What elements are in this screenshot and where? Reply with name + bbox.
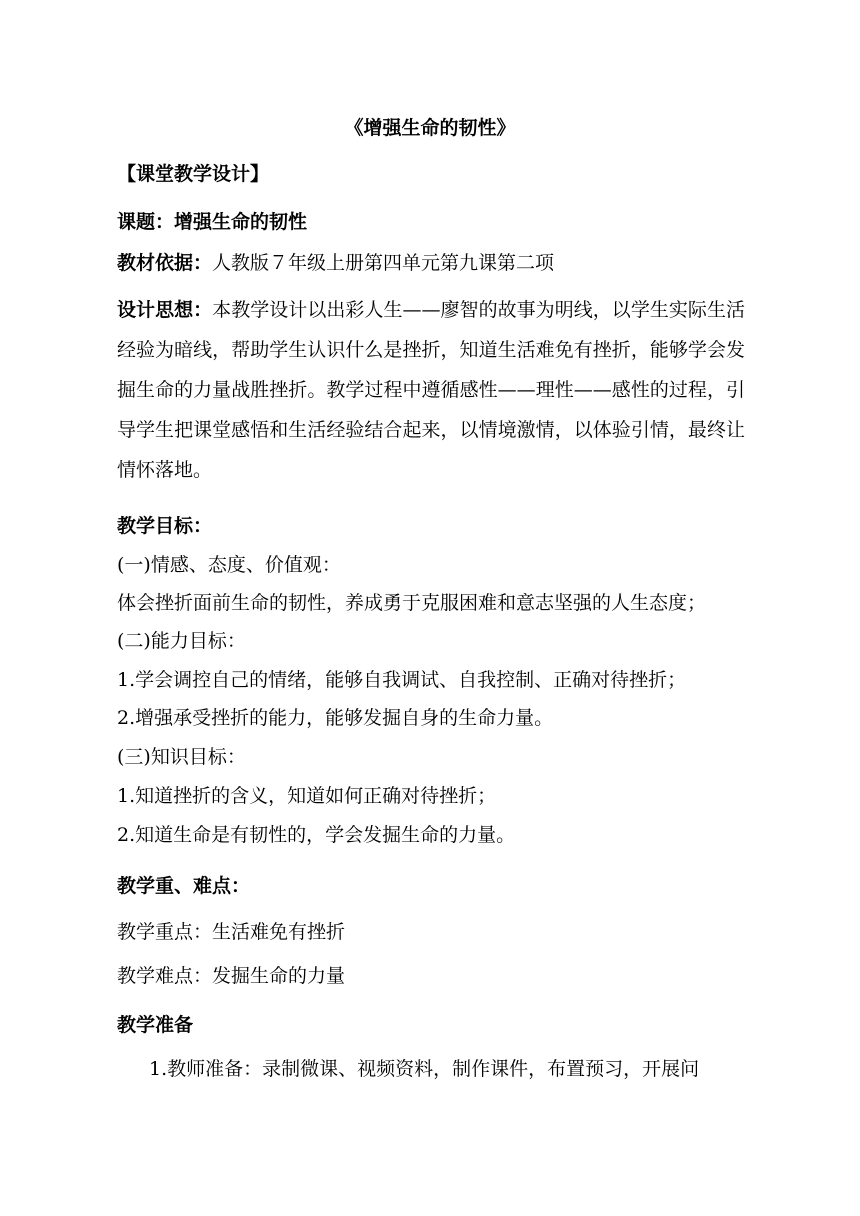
document-title: 《增强生命的韧性》 — [344, 117, 516, 139]
topic-line — [117, 210, 307, 234]
ability-item: 2.增强承受挫折的能力，能够发掘自身的生命力量。 — [117, 707, 554, 729]
key-points-heading: 教学重、难点： — [117, 875, 251, 897]
textbook-line — [117, 251, 554, 275]
ability-item: 1.学会调控自己的情绪，能够自我调试、自我控制、正确对待挫折； — [117, 669, 687, 691]
emotion-text: 体会挫折面前生命的韧性，养成勇于克服困难和意志坚强的人生态度； — [117, 592, 707, 614]
design-idea-paragraph — [117, 290, 745, 490]
textbook-value: 人教版７年级上册第四单元第九课第二项 — [212, 252, 555, 274]
textbook-label: 教材依据： — [117, 252, 213, 274]
knowledge-item: 1.知道挫折的含义，知道如何正确对待挫折； — [117, 785, 497, 807]
section-heading: 【课堂教学设计】 — [117, 163, 270, 185]
key-point-focus: 教学重点：生活难免有挫折 — [117, 921, 346, 943]
topic-value: 增强生命的韧性 — [174, 211, 308, 233]
knowledge-item: 2.知道生命是有韧性的，学会发掘生命的力量。 — [117, 824, 516, 846]
design-idea-label: 设计思想： — [117, 299, 213, 321]
topic-label: 课题： — [117, 211, 175, 233]
objectives-heading: 教学目标： — [117, 515, 213, 537]
design-idea-text: 本教学设计以出彩人生——廖智的故事为明线，以学生实际生活经验为暗线，帮助学生认识什么是挫折，知道生活难免有挫折，能够学会发掘生命的力量战胜挫折。教学过程中遵循感性——理性——感性的过程，引导学生把课堂感悟和生活经验结合起来，以情境激情，以体验引情，最终让情怀落地。 — [117, 299, 745, 481]
emotion-heading: (一)情感、态度、价值观： — [117, 554, 341, 576]
preparation-item: 1.教师准备：录制微课、视频资料，制作课件，布置预习，开展问 — [149, 1058, 700, 1080]
ability-heading: (二)能力目标： — [117, 630, 246, 652]
key-point-difficulty: 教学难点：发掘生命的力量 — [117, 965, 346, 987]
preparation-heading: 教学准备 — [117, 1014, 194, 1036]
knowledge-heading: (三)知识目标： — [117, 746, 246, 768]
